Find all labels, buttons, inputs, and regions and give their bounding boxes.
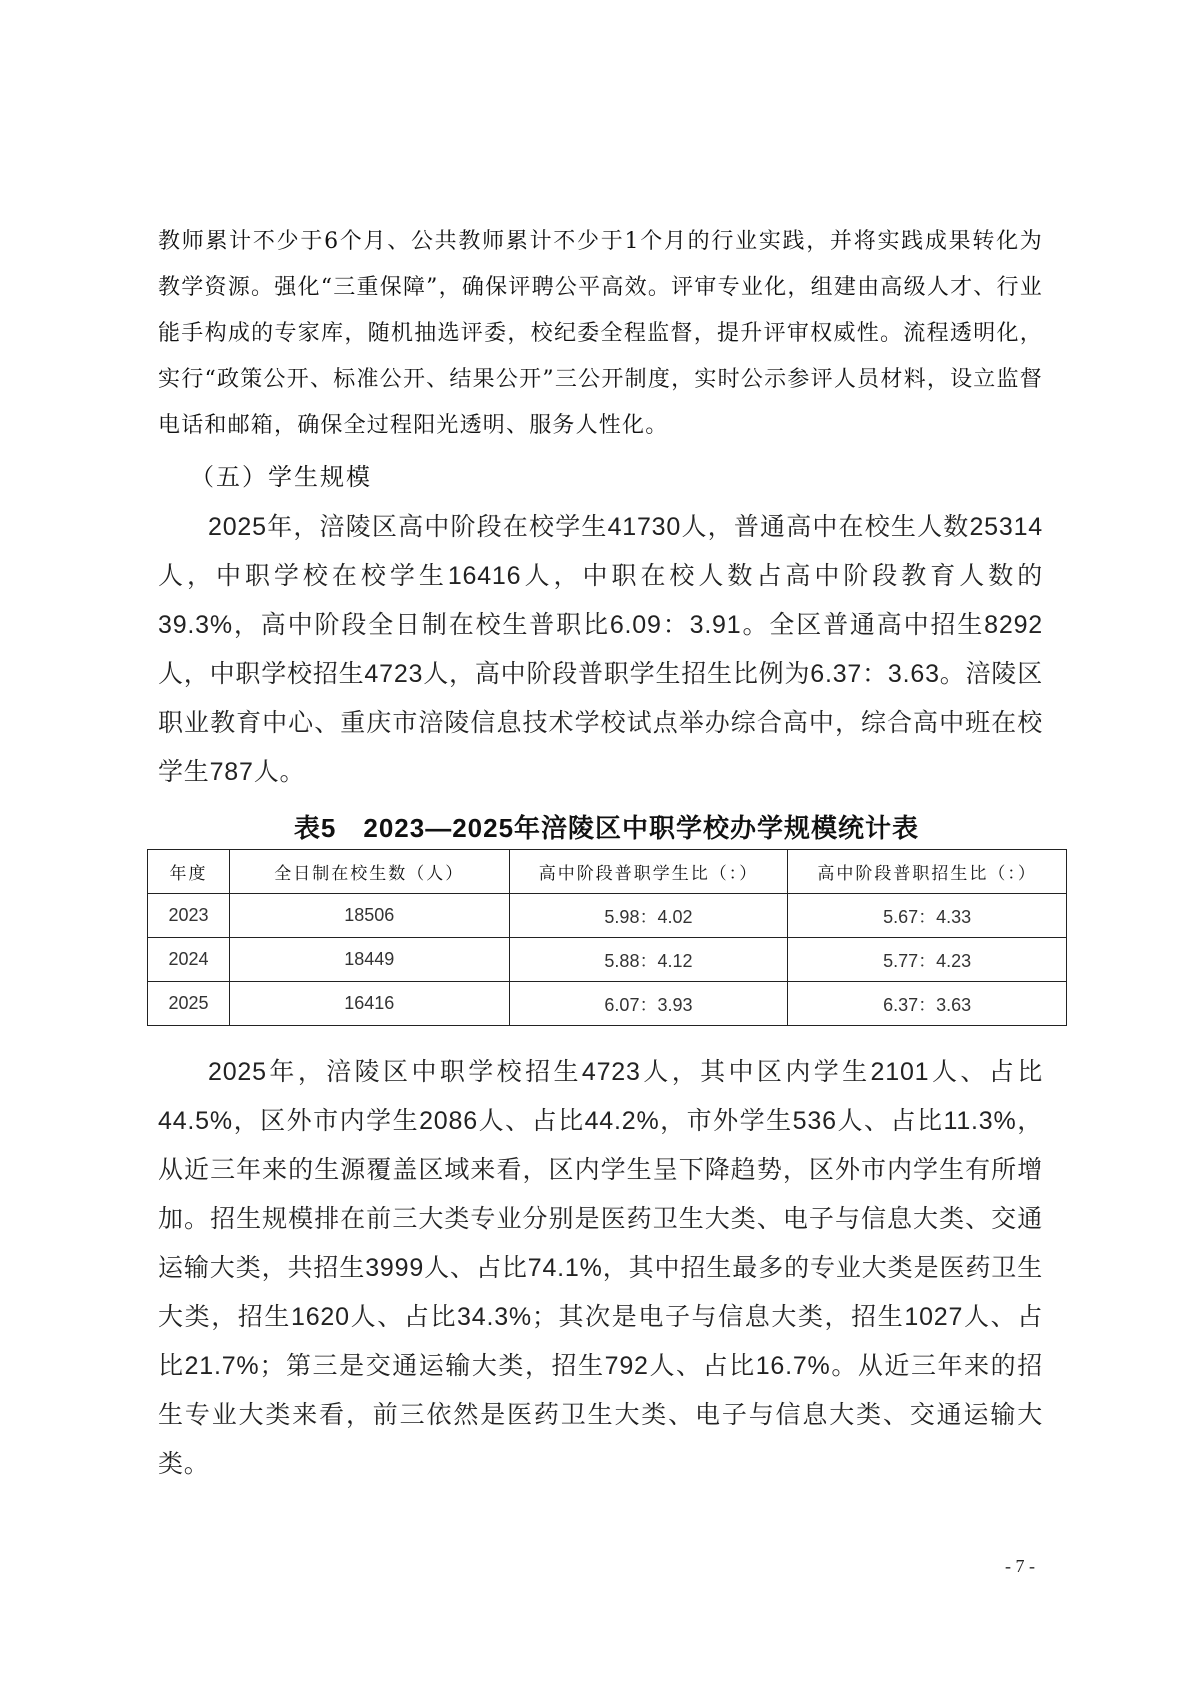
header-student-ratio: 高中阶段普职学生比（：） bbox=[509, 850, 788, 894]
paragraph: 教师累计不少于6个月、公共教师累计不少于1个月的行业实践，并将实践成果转化为教学资源。强化“三重保障”，确保评聘公平高效。评审专业化，组建由高级人才、行业能手构成的专家库，随机抽选评委，校纪委全程监督，提升评审权威性。流程透明化，实行“政策公开、标准公开、结果公开”三公开制度，实时公示参评人员材料，设立监督电话和邮箱，确保全过程阳光透明、服务人性化。 bbox=[158, 229, 1043, 438]
cell-student-ratio: 5.88：4.12 bbox=[509, 938, 788, 982]
table-title: 表5 2023—2025年涪陵区中职学校办学规模统计表 bbox=[293, 813, 920, 843]
enrollment-analysis-text bbox=[158, 1048, 1043, 1489]
cell-fulltime-students: 18506 bbox=[229, 894, 509, 938]
table-row bbox=[148, 938, 1067, 982]
section-heading: （五）学生规模 bbox=[190, 465, 372, 491]
table-row bbox=[148, 894, 1067, 938]
table-row bbox=[148, 982, 1067, 1026]
cell-student-ratio: 6.07：3.93 bbox=[509, 982, 788, 1026]
cell-year: 2023 bbox=[148, 894, 230, 938]
student-scale-text bbox=[158, 503, 1043, 797]
page-number: - 7 - bbox=[1005, 1556, 1035, 1576]
cell-year: 2024 bbox=[148, 938, 230, 982]
header-year: 年度 bbox=[148, 850, 230, 894]
cell-enrollment-ratio: 5.67：4.33 bbox=[788, 894, 1067, 938]
paragraph: 2025年，涪陵区高中阶段在校学生41730人，普通高中在校生人数25314人，中职学校在校学生16416人，中职在校人数占高中阶段教育人数的 39.3%，高中阶段全日制在校生普职比6.09：3.91。全区普通高中招生8292人，中职学校招生4723人，高中阶段普职学生招生比例为6.37：3.63。涪陵区职业教育中心、重庆市涪陵信息技术学校试点举办综合高中，综合高中班在校学生787人。 bbox=[158, 513, 1043, 786]
cell-enrollment-ratio: 5.77：4.23 bbox=[788, 938, 1067, 982]
header-fulltime-students: 全日制在校生数（人） bbox=[229, 850, 509, 894]
header-enrollment-ratio: 高中阶段普职招生比（：） bbox=[788, 850, 1067, 894]
cell-fulltime-students: 18449 bbox=[229, 938, 509, 982]
cell-year: 2025 bbox=[148, 982, 230, 1026]
enrollment-stats-table bbox=[147, 849, 1067, 1026]
previous-section-text bbox=[158, 219, 1043, 449]
cell-fulltime-students: 16416 bbox=[229, 982, 509, 1026]
table-header-row bbox=[148, 850, 1067, 894]
paragraph: 2025年，涪陵区中职学校招生4723人，其中区内学生2101人、占比44.5%，区外市内学生2086人、占比44.2%，市外学生536人、占比11.3%，从近三年来的生源覆盖区域来看，区内学生呈下降趋势，区外市内学生有所增加。招生规模排在前三大类专业分别是医药卫生大类、电子与信息大类、交通运输大类，共招生3999人、占比74.1%，其中招生最多的专业大类是医药卫生大类，招生1620人、占比34.3%；其次是电子与信息大类，招生1027人、占比21.7%；第三是交通运输大类，招生792人、占比16.7%。从近三年来的招生专业大类来看，前三依然是医药卫生大类、电子与信息大类、交通运输大类。 bbox=[158, 1058, 1043, 1478]
cell-student-ratio: 5.98：4.02 bbox=[509, 894, 788, 938]
cell-enrollment-ratio: 6.37：3.63 bbox=[788, 982, 1067, 1026]
